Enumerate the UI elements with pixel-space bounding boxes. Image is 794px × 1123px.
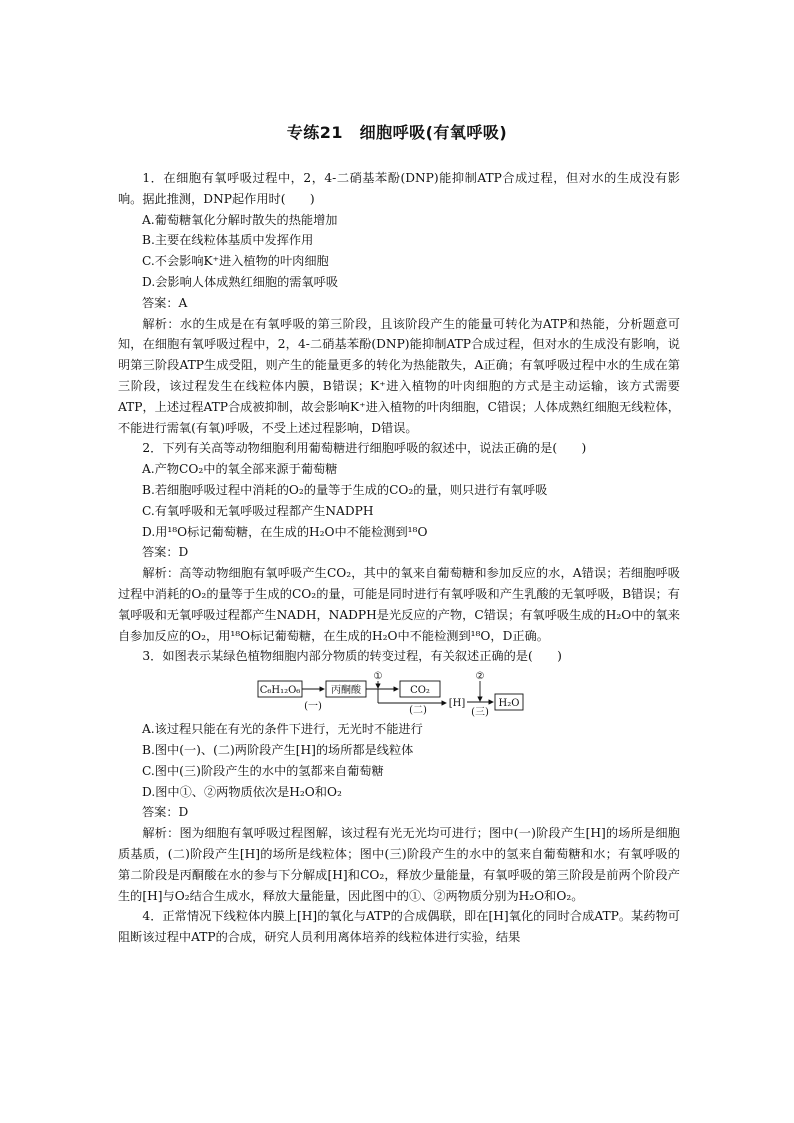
marker-1: ① xyxy=(373,671,383,683)
answer: 答案：A xyxy=(142,295,188,310)
option-b: B.图中(一)、(二)两阶段产生[H]的场所都是线粒体 xyxy=(142,742,414,757)
pyruvate-label: 丙酮酸 xyxy=(331,685,361,697)
option-d: D.图中①、②两物质依次是H₂O和O₂ xyxy=(142,784,342,799)
option-a: A.该过程只能在有光的条件下进行，无光时不能进行 xyxy=(142,722,423,737)
answer: 答案：D xyxy=(142,545,189,560)
option-c: C.不会影响K⁺进入植物的叶肉细胞 xyxy=(142,254,329,269)
analysis: 解析：水的生成是在有氧呼吸的第三阶段，且该阶段产生的能量可转化为ATP和热能，分析题意可知，在细胞有氧呼吸过程中，2，4-二硝基苯酚(DNP)能抑制ATP合成过程，但对水的生成没有影响，说明第三阶段ATP生成受阻，则产生的能量更多的转化为热能散失，A正确；有氧呼吸过程中水的生成在第三阶段，该过程发生在线粒体内膜，B错误；K⁺进入植物的叶肉细胞的方式是主动运输，该方式需要ATP，上述过程ATP合成被抑制，故会影响K⁺进入植物的叶肉细胞，C错误；人体成熟红细胞无线粒体，不能进行需氧(有氧)呼吸，不受上述过程影响，D错误。 xyxy=(118,316,680,435)
h-label: [H] xyxy=(448,698,466,710)
page-title: 专练21 细胞呼吸(有氧呼吸) xyxy=(286,123,508,142)
marker-2: ② xyxy=(475,671,485,683)
answer: 答案：D xyxy=(142,805,189,820)
respiration-diagram xyxy=(256,671,526,717)
stage-2-label: (二) xyxy=(409,705,427,717)
option-a: A.产物CO₂中的氧全部来源于葡萄糖 xyxy=(142,462,338,477)
question-stem: 1．在细胞有氧呼吸过程中，2，4-二硝基苯酚(DNP)能抑制ATP合成过程，但对水的生成没有影响。据此推测，DNP起作用时( ) xyxy=(118,171,680,206)
stage-3-label: (三) xyxy=(471,707,489,718)
question-stem: 3．如图表示某绿色植物细胞内部分物质的转变过程，有关叙述正确的是( ) xyxy=(142,649,562,664)
option-c: C.图中(三)阶段产生的水中的氢都来自葡萄糖 xyxy=(142,763,384,778)
option-d: D.会影响人体成熟红细胞的需氧呼吸 xyxy=(142,274,339,289)
stage-1-label: (一) xyxy=(304,701,322,713)
option-c: C.有氧呼吸和无氧呼吸过程都产生NADPH xyxy=(142,503,374,518)
water-label: H₂O xyxy=(498,698,520,710)
question-stem: 2．下列有关高等动物细胞利用葡萄糖进行细胞呼吸的叙述中，说法正确的是( ) xyxy=(142,441,587,456)
co2-label: CO₂ xyxy=(410,685,430,697)
option-b: B.主要在线粒体基质中发挥作用 xyxy=(142,233,314,248)
analysis: 解析：图为细胞有氧呼吸过程图解，该过程有光无光均可进行；图中(一)阶段产生[H]的场所是细胞质基质，(二)阶段产生[H]的场所是线粒体；图中(三)阶段产生的水中的氢来自葡萄糖和水；有氧呼吸的第二阶段是丙酮酸在水的参与下分解成[H]和CO₂，释放少量能量，有氧呼吸的第三阶段是前两个阶段产生的[H]与O₂结合生成水，释放大量能量，因此图中的①、②两物质分别为H₂O和O₂。 xyxy=(118,826,680,903)
document-body xyxy=(118,168,680,948)
option-b: B.若细胞呼吸过程中消耗的O₂的量等于生成的CO₂的量，则只进行有氧呼吸 xyxy=(142,482,548,497)
option-d: D.用¹⁸O标记葡萄糖，在生成的H₂O中不能检测到¹⁸O xyxy=(142,524,428,539)
question-stem: 4．正常情况下线粒体内膜上[H]的氧化与ATP的合成偶联，即在[H]氧化的同时合成ATP。某药物可阻断该过程中ATP的合成，研究人员利用离体培养的线粒体进行实验，结果 xyxy=(118,909,680,945)
glucose-label: C₆H₁₂O₆ xyxy=(259,685,301,697)
analysis: 解析：高等动物细胞有氧呼吸产生CO₂，其中的氧来自葡萄糖和参加反应的水，A错误；若细胞呼吸过程中消耗的O₂的量等于生成的CO₂的量，可能是同时进行有氧呼吸和产生乳酸的无氧呼吸，B错误；有氧呼吸和无氧呼吸过程都产生NADH，NADPH是光反应的产物，C错误；有氧呼吸生成的H₂O中的氧来自参加反应的O₂，用¹⁸O标记葡萄糖，在生成的H₂O中不能检测到¹⁸O，D正确。 xyxy=(118,566,680,643)
option-a: A.葡萄糖氧化分解时散失的热能增加 xyxy=(142,212,338,227)
